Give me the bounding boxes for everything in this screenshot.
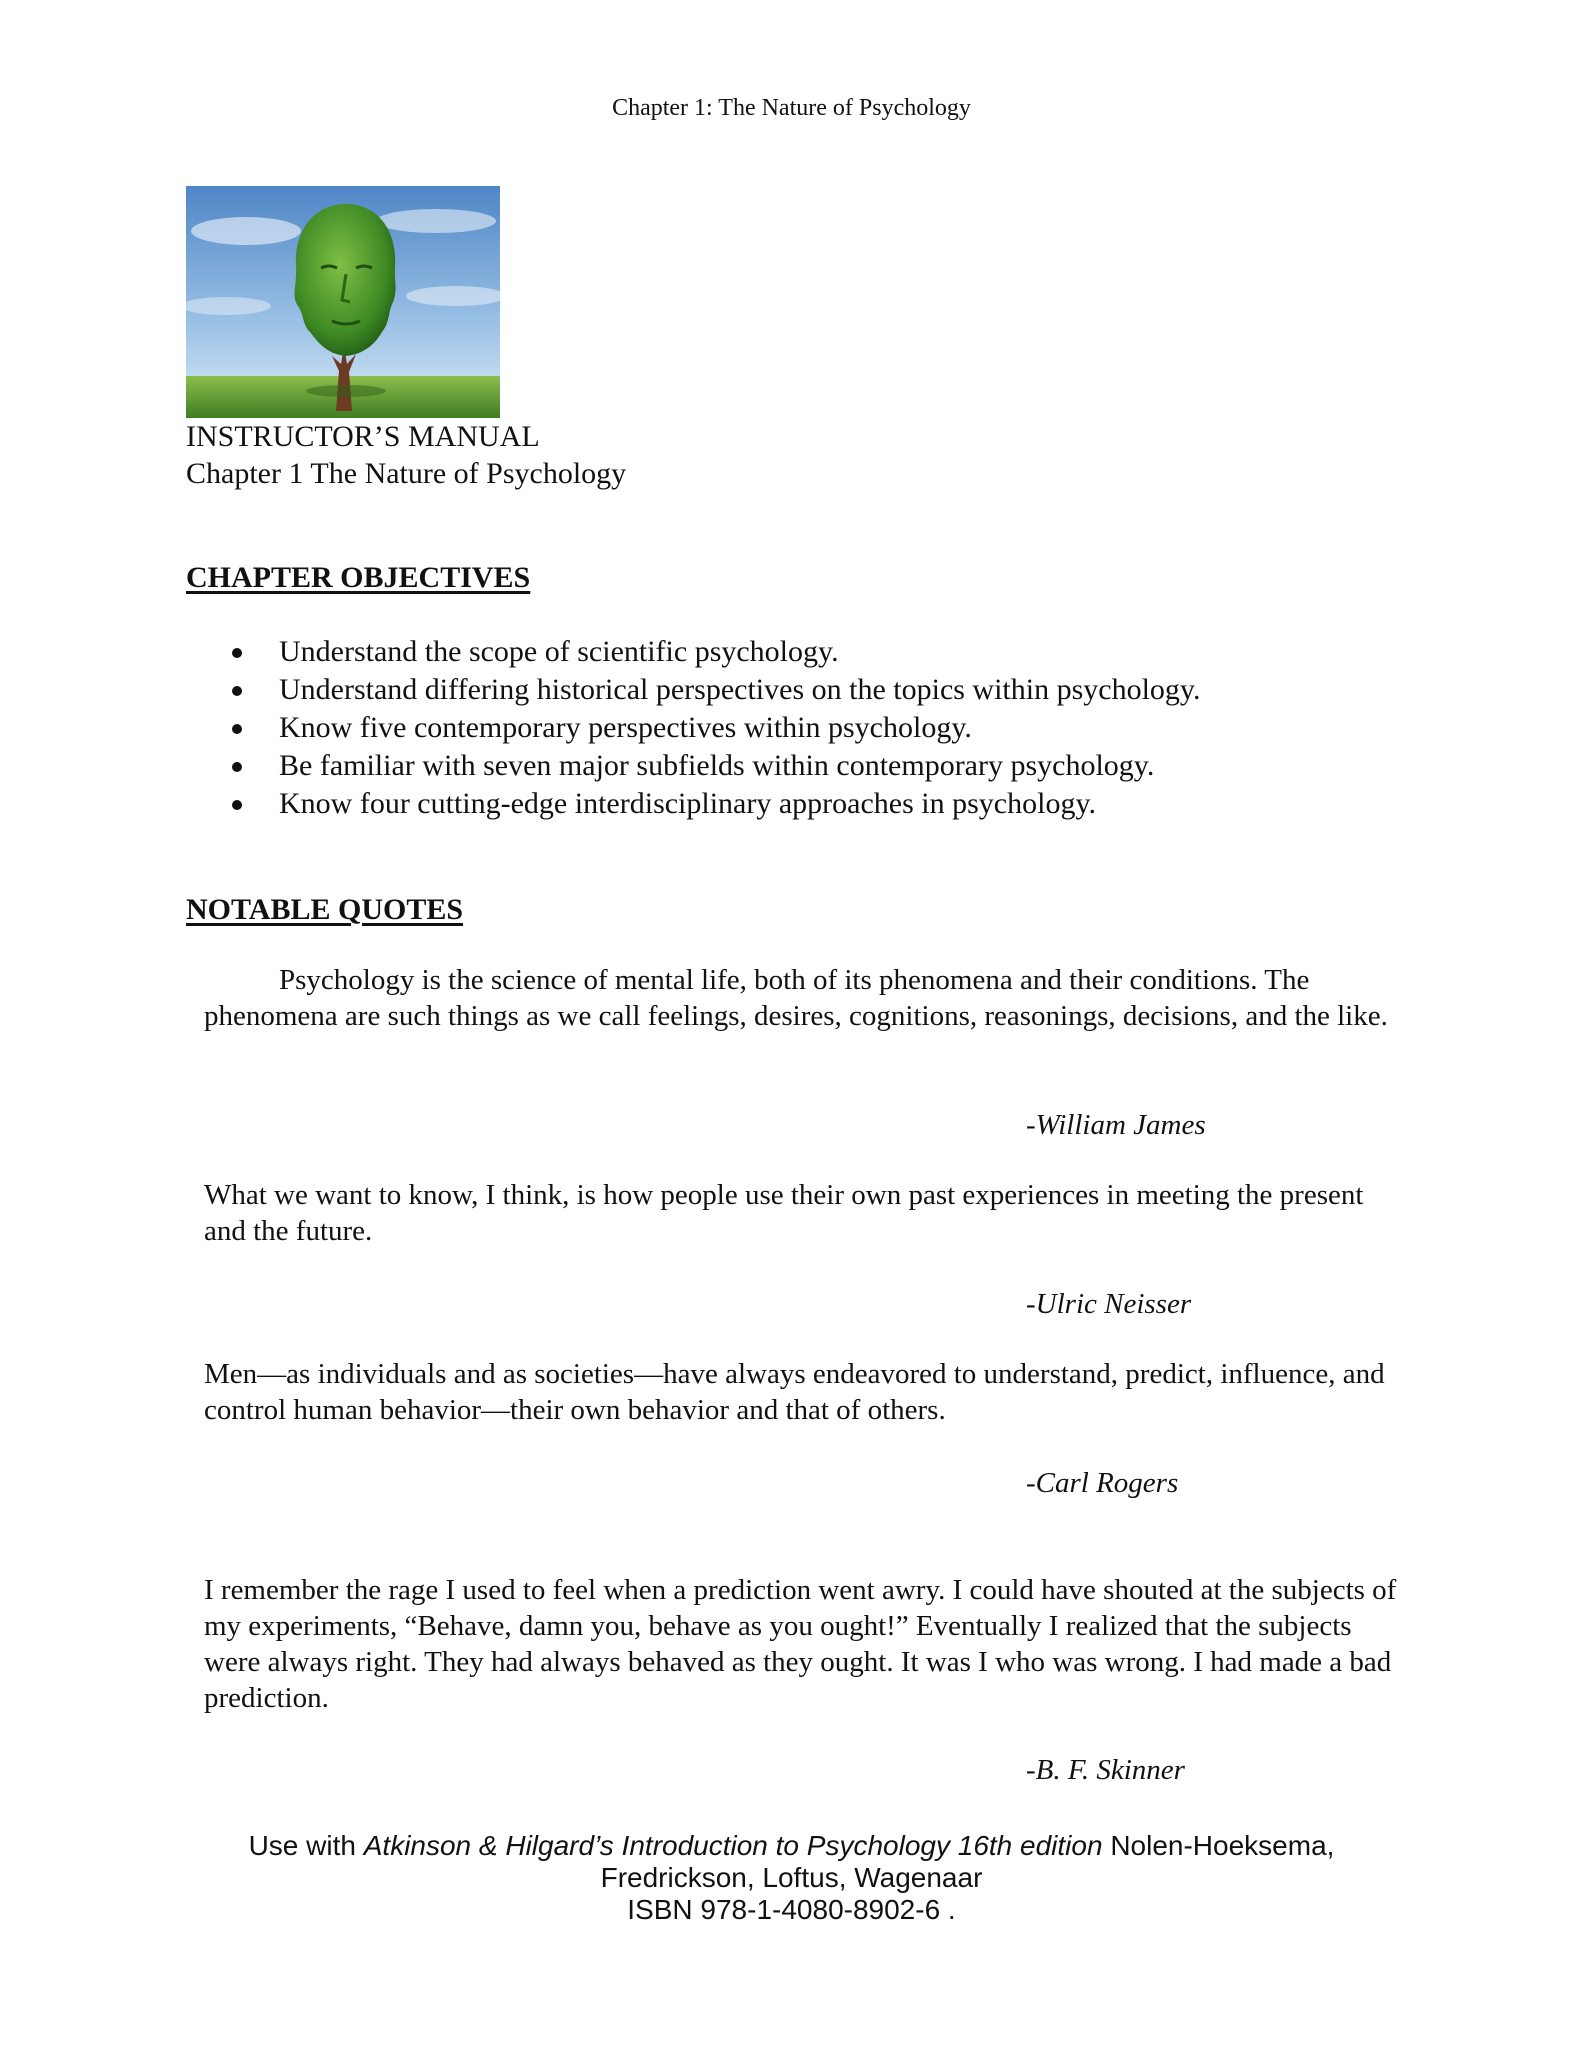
- footer-authors-2: Fredrickson, Loftus, Wagenaar: [600, 1862, 983, 1893]
- objective-item: [186, 709, 1200, 747]
- objective-text: Know four cutting-edge interdisciplinary approaches in psychology.: [279, 787, 1097, 820]
- footer-citation: [0, 1830, 1583, 1926]
- objective-item: [186, 633, 1200, 671]
- quote-text: Men—as individuals and as societies—have always endeavored to understand, predict, influence, and control human behavior—their own behavior and that of others.: [204, 1358, 1385, 1426]
- document-title: INSTRUCTOR’S MANUAL: [186, 420, 540, 453]
- bullet-icon: [232, 724, 242, 734]
- objective-text: Understand the scope of scientific psychology.: [279, 635, 839, 668]
- quote-text: What we want to know, I think, is how people use their own past experiences in meeting the present and the future.: [204, 1179, 1364, 1247]
- bullet-icon: [232, 648, 242, 658]
- running-header: Chapter 1: The Nature of Psychology: [612, 95, 971, 121]
- footer-book-title: Atkinson & Hilgard’s Introduction to Psychology 16th edition: [363, 1830, 1103, 1861]
- objectives-heading: CHAPTER OBJECTIVES: [186, 561, 531, 594]
- quotes-heading: NOTABLE QUOTES: [186, 893, 464, 926]
- quote-text: I remember the rage I used to feel when a prediction went awry. I could have shouted at the subjects of my experiments, “Behave, damn you, behave as you ought!” Eventually I realized that the subjects were always right. They had always behaved as they ought. It was I who was wrong. I had made a bad prediction.: [204, 1574, 1397, 1714]
- bullet-icon: [232, 762, 242, 772]
- tree-head-image: [186, 186, 500, 418]
- quote-author: -Carl Rogers: [1026, 1467, 1179, 1499]
- objective-item: [186, 785, 1200, 823]
- quote-author: -B. F. Skinner: [1026, 1754, 1185, 1786]
- objective-text: Know five contemporary perspectives within psychology.: [279, 711, 972, 744]
- objective-item: [186, 671, 1200, 709]
- footer-authors-1: Nolen-Hoeksema,: [1102, 1830, 1335, 1861]
- title-block: [186, 418, 626, 492]
- footer-prefix: Use with: [248, 1830, 364, 1861]
- objective-text: Be familiar with seven major subfields within contemporary psychology.: [279, 749, 1155, 782]
- bullet-icon: [232, 800, 242, 810]
- quote-author: -Ulric Neisser: [1026, 1288, 1192, 1320]
- quote-text: Psychology is the science of mental life, both of its phenomena and their conditions. The phenomena are such things as we call feelings, desires, cognitions, reasonings, decisions, and the like.: [204, 964, 1388, 1032]
- footer-line-1: [0, 1830, 1583, 1862]
- quote-author: -William James: [1026, 1109, 1206, 1141]
- objective-item: [186, 747, 1200, 785]
- bullet-icon: [232, 686, 242, 696]
- objective-text: Understand differing historical perspectives on the topics within psychology.: [279, 673, 1201, 706]
- footer-isbn: ISBN 978-1-4080-8902-6 .: [627, 1894, 956, 1925]
- chapter-title: Chapter 1 The Nature of Psychology: [186, 457, 627, 490]
- objectives-list: [186, 633, 1200, 823]
